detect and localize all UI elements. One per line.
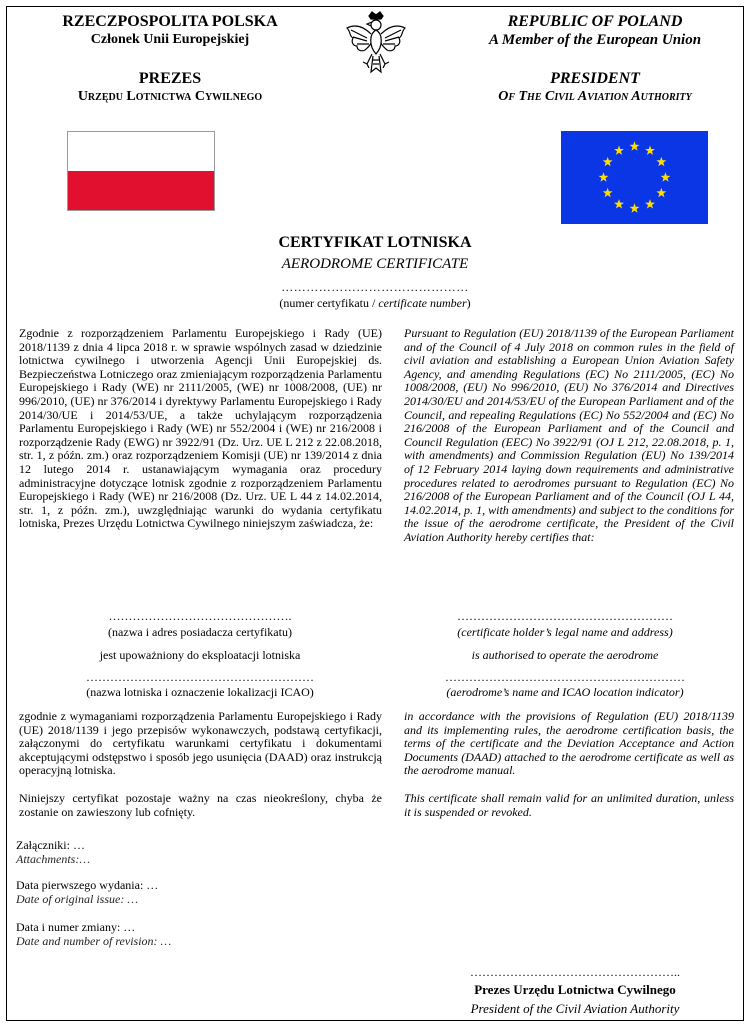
polish-flag — [67, 131, 215, 211]
attachments-pl: Załączniki: … — [16, 838, 85, 852]
signature-dots: …………………………………………….. — [470, 965, 680, 979]
country-name-en: REPUBLIC OF POLAND — [507, 13, 683, 30]
header-right — [445, 12, 745, 106]
flag-white-band — [68, 132, 214, 171]
issue-pl: Data pierwszego wydania: … — [16, 878, 159, 892]
aerodrome-dots-pl: ………………………………………………… — [86, 670, 314, 684]
issue-en: Date of original issue: … — [16, 892, 138, 906]
holder-dots-en: ……………………………………………… — [457, 609, 673, 623]
office-pl: PREZES — [138, 70, 202, 87]
eu-member-pl: Członek Unii Europejskiej — [90, 32, 250, 47]
revision-en: Date and number of revision: … — [16, 934, 172, 948]
aerodrome-label-pl: (nazwa lotniska i oznaczenie lokalizacji ICAO) — [86, 685, 314, 699]
aerodrome-dots-en: …………………………………………………… — [445, 670, 685, 684]
signature-title-en: President of the Civil Aviation Authority — [470, 1001, 680, 1016]
revision-pl: Data i numer zmiany: … — [16, 920, 136, 934]
certificate-number-label — [0, 296, 750, 311]
preamble-en: Pursuant to Regulation (EU) 2018/1139 of the European Parliament and of the Council of 4 July 2018 on common rules in the field of civil aviation and establishing a European Union Aviation Safety Agency, and amending Regulations (EC) No 2111/2005, (EC) No 1008/2008, (EU) No 996/2010, (EU) No 376/2014 and Directives 2014/30/EU and 2014/53/EU of the European Parliament and of the Council, and repealing Regulations (EC) No 552/2004 and (EC) No 216/2008 of the European Parliament and of the Council and Council Regulation (EEC) No 3922/91 (OJ L 212, 22.08.2018, p. 1, with amendments) and Commission Regulation (EU) No 139/2014 of 12 February 2014 laying down requirements and administrative procedures related to aerodromes pursuant to Regulation (EC) No 216/2008 of the European Parliament and of the Council (OJ L 44, 14.02.2014, p. 1, with amendments) and subject to the conditions for the issue of the aerodrome certificate, the President of the Civil Aviation Authority hereby certifies that: — [404, 326, 734, 544]
number-label-en: certificate number — [378, 296, 467, 310]
holder-dots-pl: ………………………………………. — [108, 609, 292, 623]
country-name-pl: RZECZPOSPOLITA POLSKA — [62, 13, 278, 30]
attachments — [16, 838, 90, 866]
eu-flag — [561, 131, 708, 224]
certificate-number-dots: ……………………………………… — [281, 280, 469, 294]
authorised-pl: jest upoważniony do eksploatacji lotniska — [99, 648, 301, 662]
certificate-title-pl: CERTYFIKAT LOTNISKA — [278, 234, 472, 251]
conditions-pl: zgodnie z wymaganiami rozporządzenia Parlamentu Europejskiego i Rady (UE) 2018/1139 i jego przepisów wykonawczych, podstawą certyfikacji, załączonymi do certyfikatu warunkami certyfikatu i dokumentami akceptującymi odstępstwo i sposób jego usunięcia (DAAD) oraz instrukcją operacyjną lotniska. — [19, 709, 382, 778]
authority-en: Of The Civil Aviation Authority — [498, 89, 692, 104]
number-label-close: ) — [466, 296, 471, 310]
flag-red-band — [68, 171, 214, 210]
holder-label-pl: (nazwa i adres posiadacza certyfikatu) — [108, 625, 292, 639]
revision-date — [16, 920, 171, 948]
original-issue-date — [16, 878, 158, 906]
preamble-pl: Zgodnie z rozporządzeniem Parlamentu Europejskiego i Rady (UE) 2018/1139 z dnia 4 lipca 2018 r. w sprawie wspólnych zasad w dziedzinie lotnictwa cywilnego i utworzenia Agencji Unii Europejskiej ds. Bezpieczeństwa Lotniczego oraz zmieniającym rozporządzenia Parlamentu Europejskiego i Rady (WE) nr 2111/2005, (WE) nr 1008/2008, (UE) nr 996/2010, (UE) nr 376/2014 i dyrektywy Parlamentu Europejskiego i Rady 2014/30/UE i 2014/53/UE, a także uchylającym rozporządzenia Parlamentu Europejskiego i Rady (WE) nr 552/2004 i (WE) nr 216/2008 i rozporządzenie Rady (EWG) nr 3922/91 (Dz. Urz. UE L 212 z 22.08.2018, str. 1, z późn. zm.) oraz rozporządzeniem Komisji (UE) nr 139/2014 z dnia 12 lutego 2014 r. ustanawiającym wymagania oraz procedury administracyjne dotyczące lotnisk zgodnie z rozporządzeniem Parlamentu Europejskiego i Rady (WE) nr 216/2008 (Dz. Urz. UE L 44 z 14.02.2014, str. 1, z późn. zm.), uwzględniając warunki do wydania certyfikatu lotniska, Prezes Urzędu Lotnictwa Cywilnego niniejszym zaświadcza, że: — [19, 326, 382, 531]
authority-pl: Urzędu Lotnictwa Cywilnego — [77, 89, 263, 104]
attachments-en: Attachments:… — [16, 852, 90, 866]
number-label-pl: (numer certyfikatu / — [279, 296, 379, 310]
conditions-en: in accordance with the provisions of Regulation (EU) 2018/1139 and its implementing rules, the aerodrome certification basis, the terms of the certificate and the Deviation Acceptance and Action Documents (DAAD) attached to the aerodrome certificate as well as the aerodrome manual. — [404, 709, 734, 778]
validity-en: This certificate shall remain valid for an unlimited duration, unless it is suspended or revoked. — [404, 791, 734, 819]
office-en: PRESIDENT — [550, 70, 640, 87]
signature-title-pl: Prezes Urzędu Lotnictwa Cywilnego — [474, 982, 676, 997]
aerodrome-label-en: (aerodrome’s name and ICAO location indicator) — [446, 685, 684, 699]
certificate-title-en: AERODROME CERTIFICATE — [281, 256, 469, 272]
authorised-en: is authorised to operate the aerodrome — [471, 648, 659, 662]
holder-label-en: (certificate holder’s legal name and address) — [457, 625, 673, 639]
validity-pl: Niniejszy certyfikat pozostaje ważny na czas nieokreślony, chyba że zostanie on zawieszony lub cofnięty. — [19, 791, 382, 819]
header-left — [10, 12, 330, 106]
polish-eagle-emblem — [345, 10, 407, 76]
eu-member-en: A Member of the European Union — [488, 32, 702, 48]
